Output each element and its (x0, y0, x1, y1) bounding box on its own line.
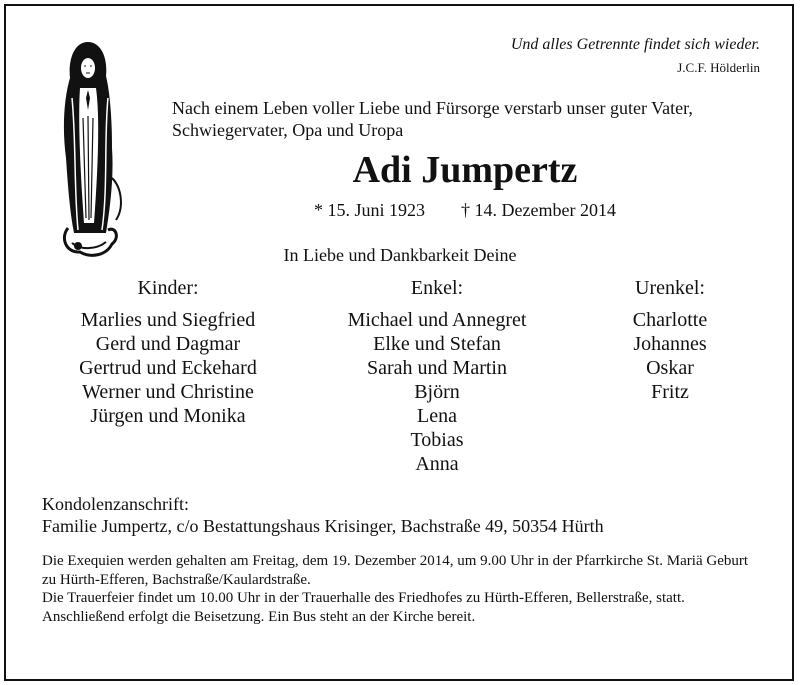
intro-text: Nach einem Leben voller Liebe und Fürsorge verstarb unser guter Vater, Schwiegervater, Opa und Uropa (172, 98, 693, 140)
quote-text: Und alles Getrennte findet sich wieder. (510, 36, 760, 53)
funeral-details (42, 552, 762, 626)
enkel-heading: Enkel: (410, 277, 464, 299)
life-dates (0, 200, 800, 221)
list-item: Gerd und Dagmar (95, 333, 241, 355)
birth-date: * 15. Juni 1923 (314, 200, 426, 220)
list-item: Werner und Christine (82, 381, 254, 403)
list-item: Sarah und Martin (367, 357, 507, 379)
condolence-address: Familie Jumpertz, c/o Bestattungshaus Krisinger, Bachstraße 49, 50354 Hürth (42, 516, 604, 536)
quote-author: J.C.F. Hölderlin (677, 60, 760, 75)
deceased-name: Adi Jumpertz (352, 149, 578, 191)
trauerfeier-text: Die Trauerfeier findet um 10.00 Uhr in der Trauerhalle des Friedhofes zu Hürth-Efferen, Bellerstraße, statt. (42, 590, 685, 606)
beisetzung-text: Anschließend erfolgt die Beisetzung. Ein Bus steht an der Kirche bereit. (42, 608, 476, 625)
urenkel-heading: Urenkel: (635, 277, 705, 299)
list-item: Tobias (410, 429, 464, 451)
list-item: Fritz (651, 381, 689, 403)
list-item: Charlotte (632, 309, 708, 331)
enkel-column (322, 276, 552, 476)
list-item: Johannes (633, 333, 707, 355)
list-item: Elke und Stefan (373, 333, 501, 355)
condolence-label: Kondolenzanschrift: (42, 494, 189, 514)
urenkel-column (590, 276, 750, 404)
love-line: In Liebe und Dankbarkeit Deine (283, 245, 517, 265)
list-item: Anna (415, 453, 459, 475)
list-item: Jürgen und Monika (90, 405, 246, 427)
list-item: Michael und Annegret (347, 309, 527, 331)
list-item: Oskar (646, 357, 694, 379)
list-item: Björn (414, 381, 460, 403)
list-item: Gertrud und Eckehard (79, 357, 257, 379)
list-item: Lena (417, 405, 457, 427)
exequien-text: Die Exequien werden gehalten am Freitag, dem 19. Dezember 2014, um 9.00 Uhr in der Pfarrkirche St. Mariä Geburt zu Hürth-Efferen, Bachstraße/Kaulardstraße. (42, 553, 749, 588)
condolence-block (42, 493, 604, 537)
kinder-column (50, 276, 286, 428)
list-item: Marlies und Siegfried (80, 309, 256, 331)
death-date: † 14. Dezember 2014 (461, 200, 616, 220)
kinder-heading: Kinder: (137, 277, 199, 299)
